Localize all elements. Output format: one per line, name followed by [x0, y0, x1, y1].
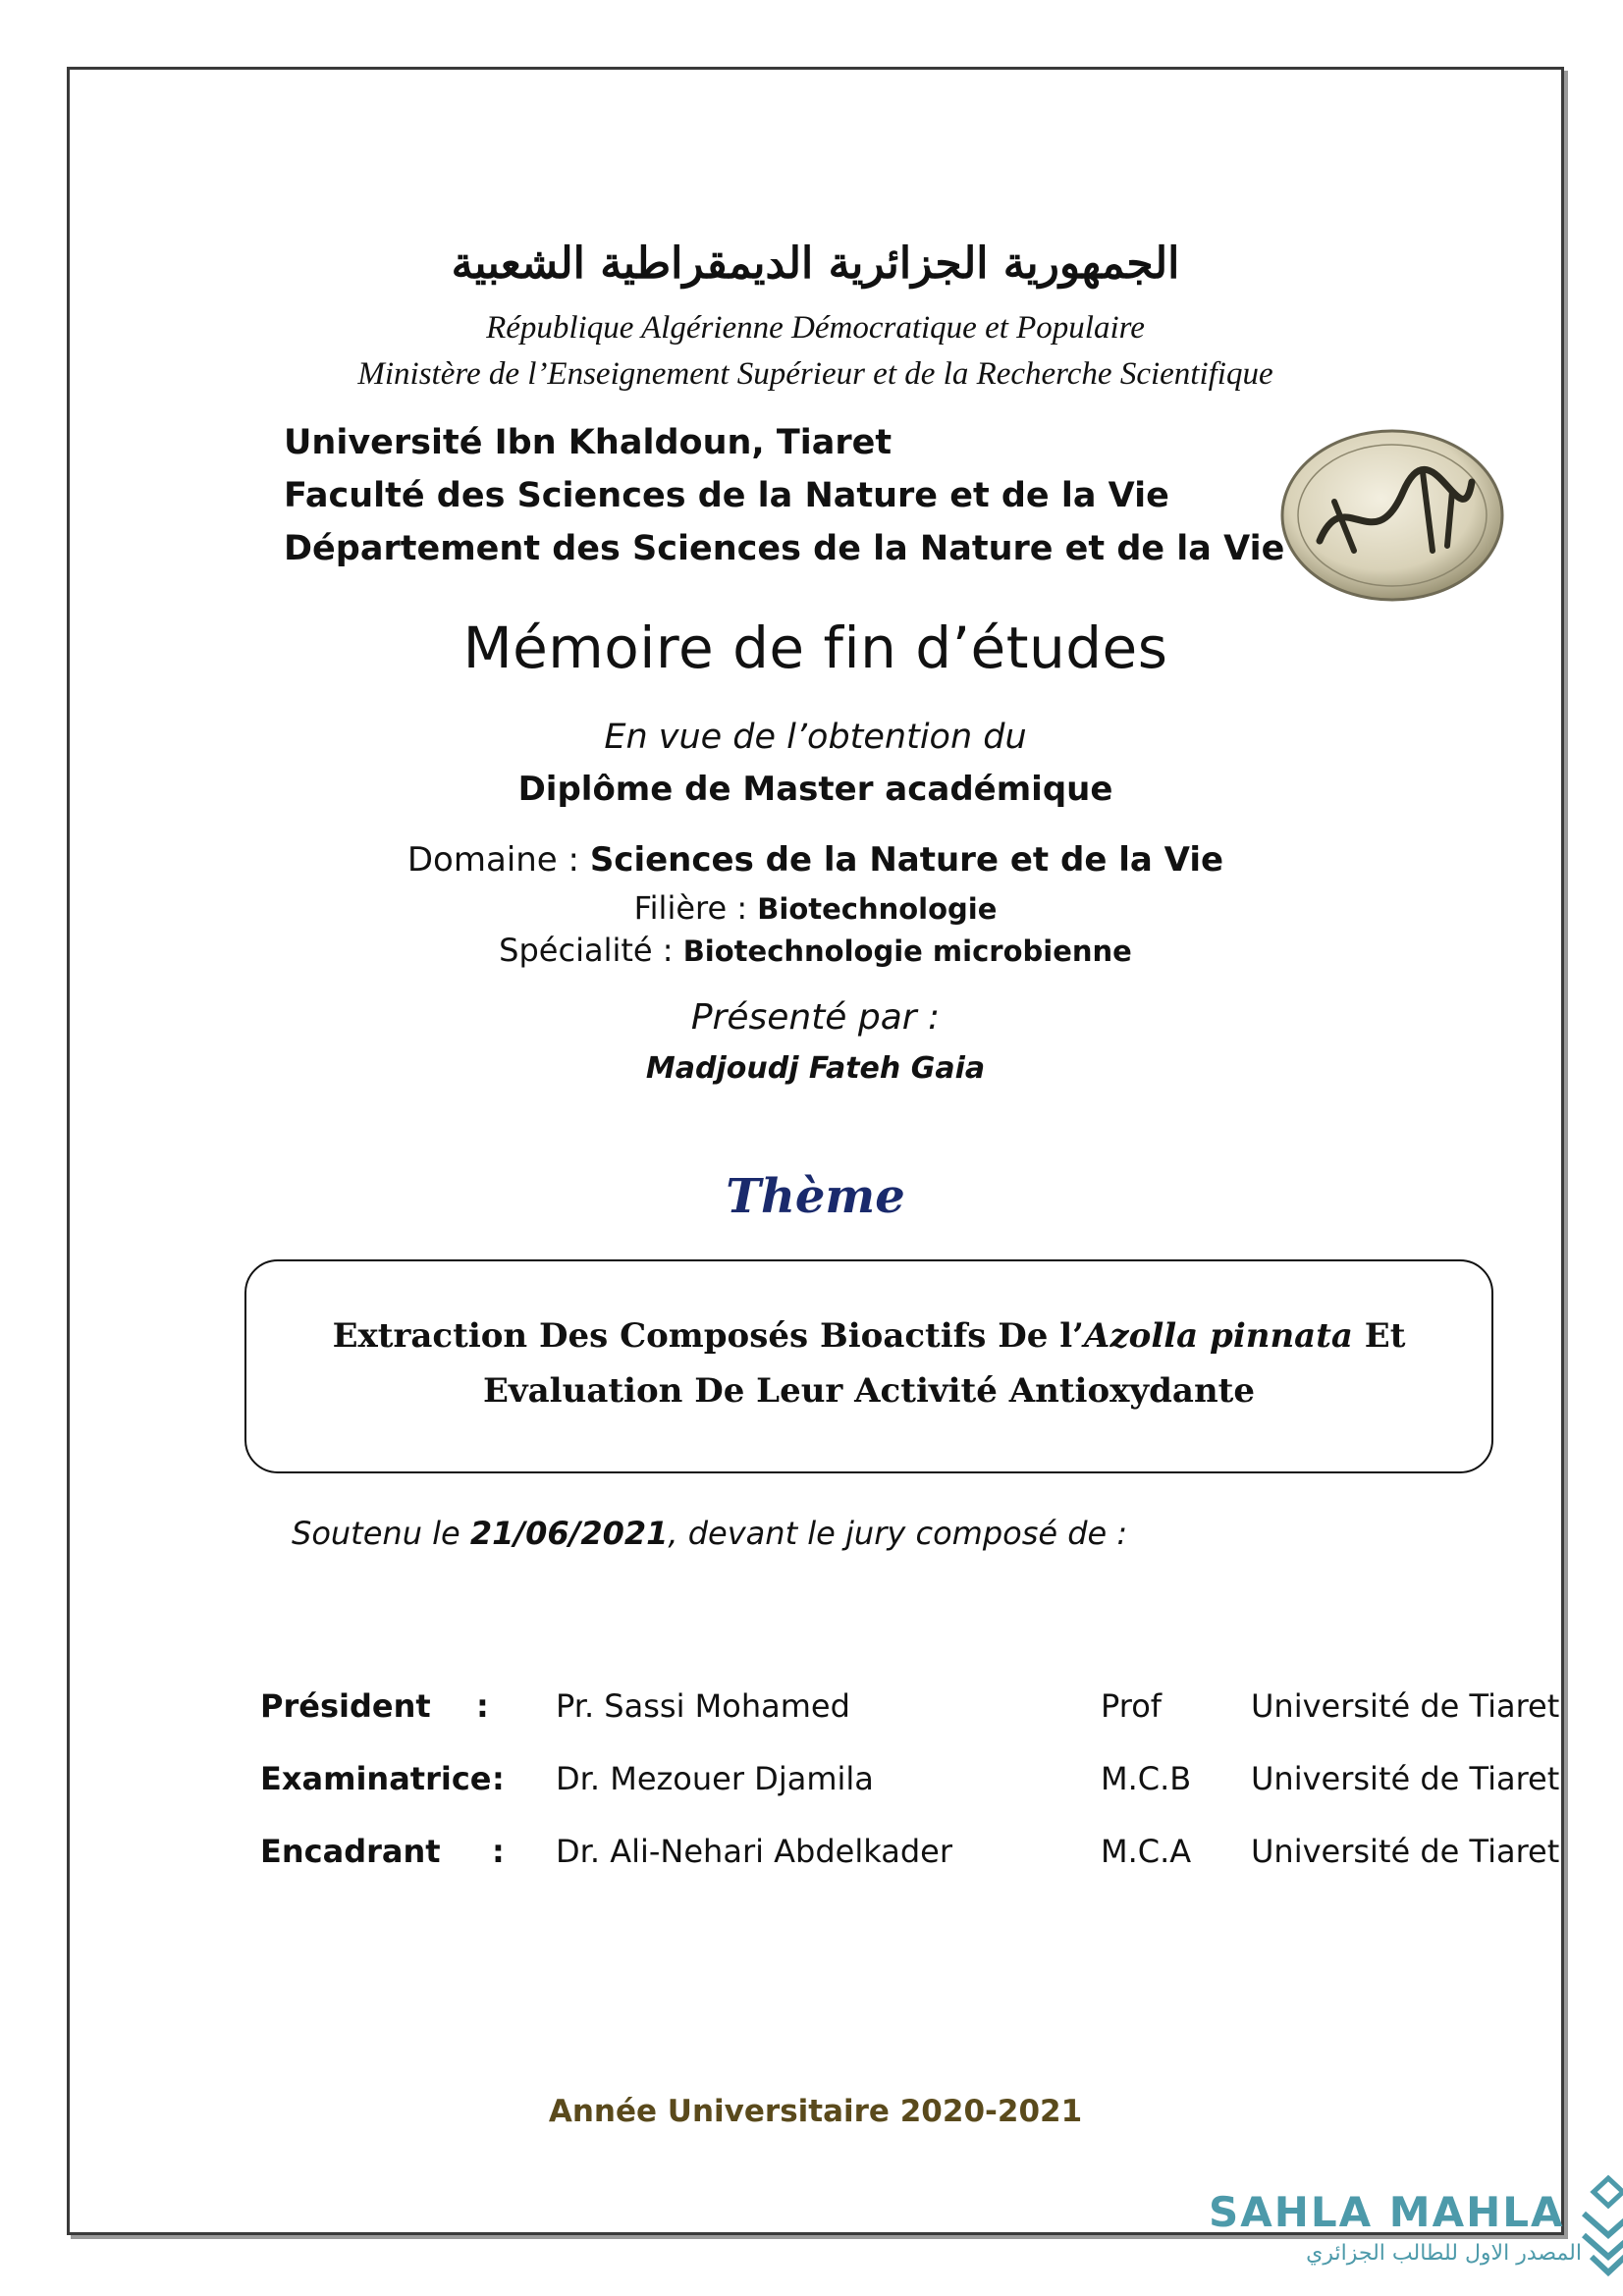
thesis-title-line2: Evaluation De Leur Activité Antioxydante [482, 1371, 1256, 1411]
domain-line [70, 840, 1561, 880]
jury-name: Pr. Sassi Mohamed [556, 1687, 850, 1725]
thesis-title [246, 1308, 1491, 1418]
presented-by-label: Présenté par : [690, 997, 941, 1038]
field-label: Filière : [633, 889, 748, 927]
jury-institution: Université de Tiaret [1251, 1687, 1560, 1725]
thesis-title-part2: Et [1352, 1316, 1406, 1356]
jury-grade: M.C.B [1101, 1760, 1192, 1797]
ministry-name: Ministère de l’Enseignement Supérieur et de la Recherche Scientifique [357, 356, 1273, 392]
jury-grade: M.C.A [1101, 1833, 1192, 1870]
faculty-name: Faculté des Sciences de la Nature et de la Vie [284, 476, 1169, 515]
field-line [70, 889, 1561, 927]
university-seal-logo [1275, 423, 1509, 608]
jury-colon: : [492, 1833, 505, 1870]
thesis-title-part1: Extraction Des Composés Bioactifs De l’ [332, 1316, 1084, 1356]
jury-name: Dr. Ali-Nehari Abdelkader [556, 1833, 952, 1870]
jury-role: Encadrant [260, 1833, 441, 1870]
watermark-emblem-icon [1574, 2174, 1623, 2282]
thesis-title-species: Azolla pinnata [1083, 1316, 1353, 1356]
jury-name: Dr. Mezouer Djamila [556, 1760, 874, 1797]
author-name: Madjoudj Fateh Gaia [645, 1051, 986, 1086]
jury-role: Examinatrice [260, 1760, 492, 1797]
defense-line [292, 1515, 1127, 1552]
diploma-name: Diplôme de Master académique [517, 770, 1113, 809]
department-name: Département des Sciences de la Nature et de la Vie [284, 529, 1285, 568]
university-name: Université Ibn Khaldoun, Tiaret [284, 423, 893, 462]
academic-year: Année Universitaire 2020-2021 [548, 2094, 1083, 2129]
arabic-republic-title: الجمهورية الجزائرية الديمقراطية الشعبية [451, 239, 1180, 289]
sahla-mahla-watermark [1209, 2188, 1623, 2296]
jury-institution: Université de Tiaret [1251, 1833, 1560, 1870]
domain-label: Domaine : [406, 840, 579, 880]
jury-institution: Université de Tiaret [1251, 1760, 1560, 1797]
thesis-title-box [244, 1259, 1493, 1473]
theme-heading: Thème [726, 1169, 905, 1224]
jury-row [70, 1833, 1561, 1880]
purpose-text: En vue de l’obtention du [604, 718, 1027, 757]
defense-prefix: Soutenu le [292, 1515, 470, 1552]
watermark-name: SAHLA MAHLA [1209, 2188, 1565, 2236]
republic-name: République Algérienne Démocratique et Populaire [486, 310, 1145, 346]
defense-date: 21/06/2021 [469, 1515, 669, 1552]
defense-suffix: , devant le jury composé de : [668, 1515, 1128, 1552]
watermark-tagline: المصدر الاول للطالب الجزائري [1306, 2241, 1582, 2266]
specialty-label: Spécialité : [499, 932, 674, 969]
jury-colon: : [492, 1760, 505, 1797]
specialty-value: Biotechnologie microbienne [682, 934, 1132, 968]
jury-role: Président [260, 1687, 431, 1725]
document-type: Mémoire de fin d’études [462, 614, 1168, 681]
specialty-line [70, 932, 1561, 969]
field-value: Biotechnologie [757, 892, 998, 926]
jury-row [70, 1687, 1561, 1735]
domain-value: Sciences de la Nature et de la Vie [589, 840, 1224, 880]
page-frame [67, 67, 1582, 2266]
jury-colon: : [476, 1687, 489, 1725]
jury-grade: Prof [1101, 1687, 1163, 1725]
jury-row [70, 1760, 1561, 1807]
